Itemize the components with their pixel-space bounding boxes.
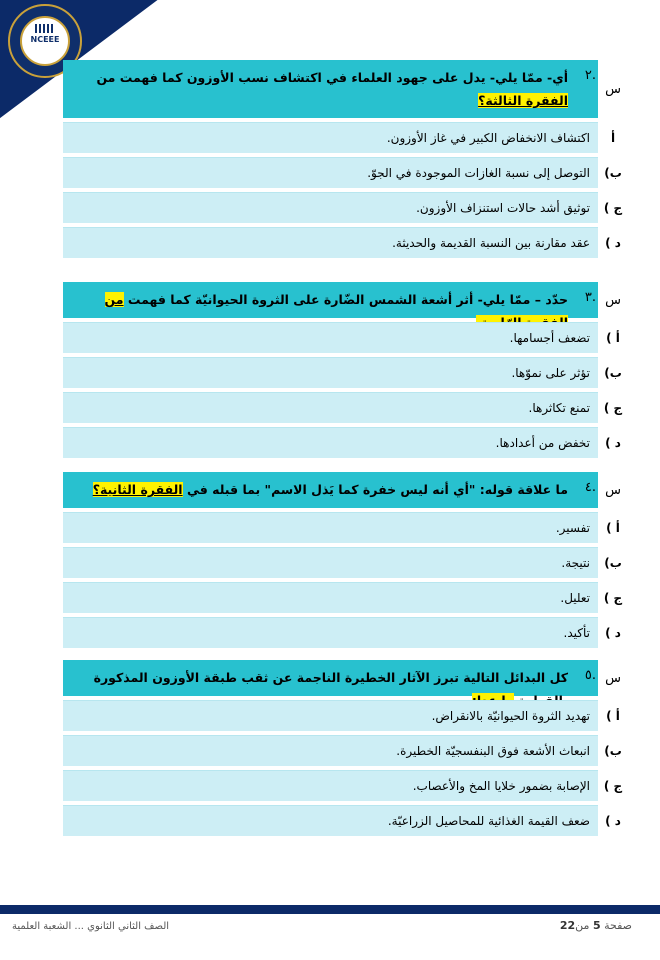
option-letter: أ )	[598, 700, 628, 731]
option-text: تفسير.	[63, 512, 598, 543]
question-header	[63, 282, 628, 318]
option-text: الإصابة بضمور خلايا المخ والأعصاب.	[63, 770, 598, 801]
option-letter: د )	[598, 227, 628, 258]
option-letter: ب)	[598, 547, 628, 578]
option-text: نتيجة.	[63, 547, 598, 578]
option-letter: ب)	[598, 157, 628, 188]
question-text	[63, 472, 628, 507]
logo-inner	[20, 16, 70, 66]
option-text: عقد مقارنة بين النسبة القديمة والحديثة.	[63, 227, 598, 258]
question-header	[63, 660, 628, 696]
question-stem: كل البدائل التالية تبرز الآثار الخطيرة الناجمة عن ثقب طبقة الأوزون المذكورة	[93, 670, 568, 685]
option-a[interactable]	[63, 122, 628, 153]
footer-page-number	[560, 919, 632, 932]
option-a[interactable]	[63, 700, 628, 731]
option-text: تخفض من أعدادها.	[63, 427, 598, 458]
option-text: تهديد الثروة الحيوانيّة بالانقراض.	[63, 700, 598, 731]
option-letter: ب)	[598, 735, 628, 766]
option-c[interactable]	[63, 192, 628, 223]
question-number: .٥	[584, 668, 596, 683]
page-prefix: صفحة	[604, 919, 632, 932]
question-label: س	[598, 60, 628, 118]
option-a[interactable]	[63, 322, 628, 353]
question-number: .٢	[584, 68, 596, 83]
option-letter: ج )	[598, 392, 628, 423]
page-current: 5	[592, 919, 601, 932]
option-text: تعليل.	[63, 582, 598, 613]
option-text: اكتشاف الانخفاض الكبير في غاز الأوزون.	[63, 122, 598, 153]
question-header	[63, 472, 628, 508]
option-text: ضعف القيمة الغذائية للمحاصيل الزراعيّة.	[63, 805, 598, 836]
option-d[interactable]	[63, 227, 628, 258]
option-c[interactable]	[63, 582, 628, 613]
option-c[interactable]	[63, 392, 628, 423]
option-d[interactable]	[63, 427, 628, 458]
option-text: انبعاث الأشعة فوق البنفسجيّة الخطيرة.	[63, 735, 598, 766]
option-text: التوصل إلى نسبة الغازات الموجودة في الجوّ.	[63, 157, 598, 188]
option-letter: أ )	[598, 322, 628, 353]
option-letter: ج )	[598, 192, 628, 223]
question-highlight: الفقرة الثالثة؟	[478, 93, 568, 108]
question-3	[63, 282, 628, 458]
question-label: س	[598, 472, 628, 508]
question-text	[63, 60, 628, 118]
question-2	[63, 60, 628, 258]
question-stem: ما علاقة قوله: "أي أنه ليس خفرة كما يَذل الاسم" بما قبله في	[186, 482, 568, 497]
question-number: .٣	[584, 290, 596, 305]
option-text: تضعف أجسامها.	[63, 322, 598, 353]
option-text: تأكيد.	[63, 617, 598, 648]
option-d[interactable]	[63, 617, 628, 648]
question-4	[63, 472, 628, 648]
question-label: س	[598, 282, 628, 318]
option-letter: ب)	[598, 357, 628, 388]
option-a[interactable]	[63, 512, 628, 543]
option-letter: ج )	[598, 582, 628, 613]
page-mid: من	[575, 919, 590, 932]
option-text: توثيق أشد حالات استنزاف الأوزون.	[63, 192, 598, 223]
option-d[interactable]	[63, 805, 628, 836]
logo-text: NCEEE	[30, 35, 60, 44]
option-text: تؤثر على نموّها.	[63, 357, 598, 388]
option-text: تمنع تكاثرها.	[63, 392, 598, 423]
option-b[interactable]	[63, 547, 628, 578]
option-letter: د )	[598, 427, 628, 458]
question-header	[63, 60, 628, 118]
option-letter: أ	[598, 122, 628, 153]
question-stem: حدّد – ممّا يلي- أثر أشعة الشمس الضّارة على الثروة الحيوانيّة كما فهمت	[127, 292, 568, 307]
option-letter: أ )	[598, 512, 628, 543]
question-highlight: من	[105, 292, 568, 330]
option-letter: د )	[598, 805, 628, 836]
question-number: .٤	[584, 480, 596, 495]
option-letter: د )	[598, 617, 628, 648]
option-b[interactable]	[63, 735, 628, 766]
question-highlight: الفقرة الثانية؟	[92, 482, 183, 497]
footer-grade-label: الصف الثاني الثانوي ... الشعبة العلمية	[12, 921, 170, 932]
option-c[interactable]	[63, 770, 628, 801]
question-label: س	[598, 660, 628, 696]
page-total: 22	[559, 919, 576, 932]
option-b[interactable]	[63, 357, 628, 388]
option-b[interactable]	[63, 157, 628, 188]
question-5	[63, 660, 628, 836]
option-letter: ج )	[598, 770, 628, 801]
logo-emblem-icon	[35, 24, 55, 33]
question-stem: أي- ممّا يلي- يدل على جهود العلماء في اكتشاف نسب الأوزون كما فهمت من	[96, 70, 568, 85]
footer-bar	[0, 905, 660, 914]
